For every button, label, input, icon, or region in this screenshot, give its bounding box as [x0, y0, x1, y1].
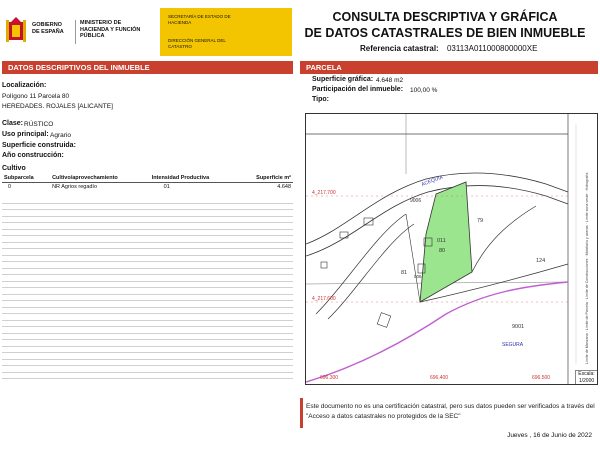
map-legend-text: Límite de Manzana · Límite de Parcela · Límite de Construcciones · Mobiliario y aceras · Límite zona verde · Hidrografía [585, 172, 589, 364]
sup-grafica-value: 4.648 m2 [376, 76, 404, 84]
parcel-boundary [472, 206, 536, 272]
crop-table [2, 174, 293, 191]
col-intensidad: Intensidad Productiva [150, 174, 238, 183]
coord-x2-label: 696.400 [430, 375, 449, 381]
parcel-80-label: 80 [439, 248, 446, 254]
title-line-2: DE DATOS CATASTRALES DE BIEN INMUEBLE [304, 26, 586, 40]
superficie-construida-label: Superficie construida: [2, 142, 76, 149]
building [321, 262, 327, 268]
participacion-label: Participación del inmueble: [312, 86, 404, 93]
parcel-124-label: 124 [536, 258, 546, 264]
localizacion-line-2: HEREDADES. ROJALES [ALICANTE] [2, 103, 113, 110]
anio-construccion-label: Año construcción: [2, 152, 64, 159]
cultivo-title: Cultivo [2, 165, 26, 172]
segura-label: SEGURA [502, 342, 524, 348]
cell-intensidad: 01 [163, 184, 170, 190]
coord-x1-label: 696.300 [320, 375, 339, 381]
localizacion-line-1: Polígono 11 Parcela 80 [2, 93, 70, 100]
coord-x3-label: 696.500 [532, 375, 551, 381]
section-header-parcela: PARCELA [300, 61, 598, 74]
section-header-datos: DATOS DESCRIPTIVOS DEL INMUEBLE [2, 61, 293, 74]
tipo-label: Tipo: [312, 96, 329, 103]
table-row [2, 183, 293, 192]
direccion-text: DIRECCIÓN GENERAL DEL CATASTRO [168, 38, 226, 49]
ministerio-text: MINISTERIO DE HACIENDA Y FUNCIÓN PÚBLICA [80, 20, 141, 39]
document-title [300, 9, 590, 41]
cadastral-map[interactable] [305, 113, 598, 385]
uso-label: Uso principal: [2, 131, 49, 138]
ref-label: Referencia catastral: [360, 44, 439, 53]
notice-accent-bar [300, 398, 303, 428]
parcel-80-polygon[interactable] [420, 182, 472, 302]
title-line-1: CONSULTA DESCRIPTIVA Y GRÁFICA [332, 10, 558, 24]
acequia-label: ACEQUIA [420, 174, 444, 188]
empty-table-rules [2, 197, 293, 379]
document-date: Jueves , 16 de Junio de 2022 [507, 432, 592, 439]
parcel-9006-label: 9006 [410, 198, 422, 204]
coord-y1-label: 4_217.700 [312, 190, 336, 196]
cell-cultivo: NR Agrios regadío [52, 184, 98, 190]
logo-divider [75, 20, 76, 44]
clase-value: RÚSTICO [24, 120, 54, 128]
col-superficie: Superficie m² [237, 174, 293, 183]
map-drawing [306, 114, 598, 385]
building [364, 218, 373, 225]
scale-label: Escala: [578, 371, 595, 377]
cell-subparcela: 0 [8, 184, 12, 190]
parcel-boundary [406, 214, 420, 302]
government-logo-banner [2, 8, 292, 56]
spanish-crest-icon [6, 16, 26, 46]
clase-label: Clase: [2, 120, 24, 127]
crop-table-header-row [2, 174, 293, 183]
col-cultivo: Cultivo/aprovechamiento [50, 174, 150, 183]
reference-row [360, 44, 537, 53]
coord-y2-label: 4_217.600 [312, 296, 336, 302]
gobierno-text: GOBIERNO DE ESPAÑA [32, 22, 64, 35]
scale-box [575, 370, 597, 384]
building [377, 313, 391, 328]
participacion-value: 100,00 % [410, 86, 438, 94]
uso-value: Agrario [50, 131, 71, 139]
subparcel-006-label: 006 [414, 274, 422, 279]
building [340, 232, 348, 238]
ref-value: 03113A011000800000XE [446, 44, 538, 53]
subparcel-011-label: 011 [437, 238, 446, 244]
localizacion-label: Localización: [2, 82, 47, 89]
notice-text: Este documento no es una certificación catastral, pero sus datos pueden ser verificados a través del "Acceso a datos catastrales no protegidos de la SEC" [306, 403, 595, 420]
parcel-79-label: 79 [477, 218, 484, 224]
secretaria-text: SECRETARÍA DE ESTADO DE HACIENDA [168, 14, 231, 25]
col-subparcela: Subparcela [2, 174, 50, 183]
scale-value: 1/2000 [578, 377, 595, 384]
cell-superficie: 4.648 [277, 184, 291, 190]
sup-grafica-label: Superficie gráfica: [312, 76, 374, 83]
parcel-9001-label: 9001 [512, 324, 525, 330]
segura-river [306, 282, 568, 382]
parcel-81-label: 81 [401, 270, 408, 276]
